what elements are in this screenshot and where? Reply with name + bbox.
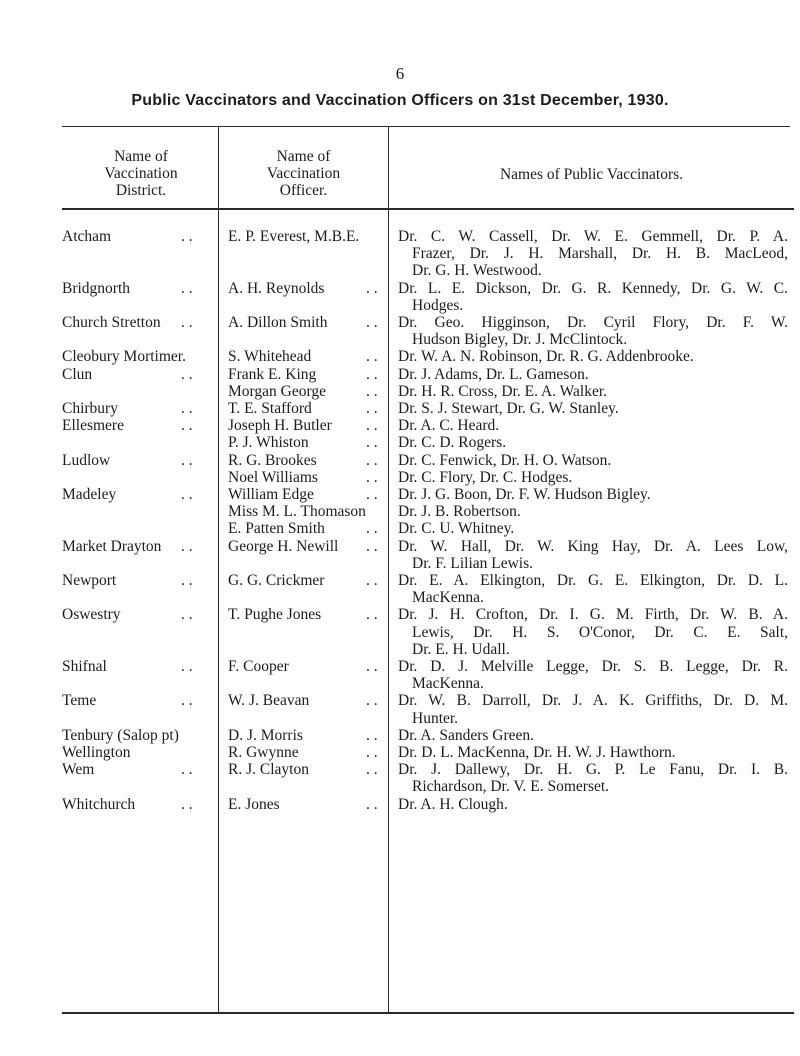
leader-dots: . . bbox=[181, 451, 193, 469]
leader-dots: . . bbox=[366, 744, 378, 761]
vaccinator-line: Dr. J. G. Boon, Dr. F. W. Hudson Bigley. bbox=[398, 486, 651, 503]
vaccinator-line: Hodges. bbox=[412, 296, 464, 314]
vaccinator-line: Dr. J. Adams, Dr. L. Gameson. bbox=[398, 365, 589, 383]
vaccinator-line: Lewis, Dr. H. S. O'Conor, Dr. C. E. Salt, bbox=[412, 623, 788, 641]
vaccinator-line: Dr. C. D. Rogers. bbox=[398, 434, 507, 452]
officer-name: D. J. Morris bbox=[228, 726, 303, 744]
leader-dots: . . bbox=[181, 658, 193, 675]
vaccinator-line: Dr. D. J. Melville Legge, Dr. S. B. Legge, Dr. R. bbox=[398, 658, 788, 675]
leader-dots: . . bbox=[181, 537, 193, 555]
vaccinator-line: MacKenna. bbox=[412, 589, 484, 607]
header-officer-line: Vaccination bbox=[266, 165, 341, 182]
district-name: Clun bbox=[62, 365, 93, 383]
header-officer-line: Officer. bbox=[279, 182, 328, 199]
vaccinator-line: Dr. D. L. MacKenna, Dr. H. W. J. Hawthorn. bbox=[398, 744, 676, 761]
vaccinator-line: Dr. C. W. Cassell, Dr. W. E. Gemmell, Dr. P. A. bbox=[398, 228, 788, 245]
district-name: Cleobury Mortimer. bbox=[62, 348, 186, 366]
officer-name: E. Jones bbox=[228, 795, 280, 813]
officer-name: R. Gwynne bbox=[228, 744, 299, 761]
district-name: Wellington bbox=[62, 744, 131, 761]
officer-name: Joseph H. Butler bbox=[228, 417, 332, 435]
bottom-rule bbox=[62, 1012, 794, 1014]
officer-name: R. G. Brookes bbox=[228, 451, 317, 469]
district-name: Teme bbox=[62, 692, 97, 710]
leader-dots: . . bbox=[181, 795, 193, 813]
vaccinator-line: Dr. A. Sanders Green. bbox=[398, 726, 535, 744]
vaccinator-line: Richardson, Dr. V. E. Somerset. bbox=[412, 778, 610, 796]
leader-dots: . . bbox=[366, 572, 378, 589]
leader-dots: . . bbox=[181, 279, 193, 297]
leader-dots: . . bbox=[366, 658, 378, 675]
leader-dots: . . bbox=[181, 417, 193, 435]
officer-name: E. P. Everest, M.B.E. bbox=[228, 228, 360, 245]
leader-dots: . . bbox=[181, 400, 193, 417]
district-name: Market Drayton bbox=[62, 537, 162, 555]
header-officer-line: Name of bbox=[276, 148, 331, 165]
page-number: 6 bbox=[395, 64, 405, 83]
vaccinator-line: Dr. C. Flory, Dr. C. Hodges. bbox=[398, 468, 573, 486]
header-district bbox=[64, 148, 218, 199]
column-divider-2 bbox=[388, 127, 389, 1012]
officer-name: G. G. Crickmer bbox=[228, 572, 325, 589]
district-name: Shifnal bbox=[62, 658, 107, 675]
vaccinator-line: Dr. L. E. Dickson, Dr. G. R. Kennedy, Dr. G. W. C. bbox=[398, 279, 788, 297]
officer-name: Morgan George bbox=[228, 382, 327, 400]
officer-name: A. H. Reynolds bbox=[228, 279, 325, 297]
header-rule bbox=[62, 208, 794, 210]
page-title: Public Vaccinators and Vaccination Officers on 31st December, 1930. bbox=[131, 92, 669, 109]
district-name: Atcham bbox=[62, 228, 112, 245]
district-name: Church Stretton bbox=[62, 314, 161, 331]
leader-dots: . . bbox=[181, 365, 193, 383]
officer-name: S. Whitehead bbox=[228, 348, 312, 366]
vaccinator-line: Hunter. bbox=[412, 709, 459, 727]
leader-dots: . . bbox=[181, 228, 193, 245]
district-name: Newport bbox=[62, 572, 117, 589]
vaccinator-line: Dr. Geo. Higginson, Dr. Cyril Flory, Dr. F. W. bbox=[398, 314, 788, 331]
leader-dots: . . bbox=[181, 314, 193, 331]
officer-name: T. Pughe Jones bbox=[228, 606, 322, 624]
leader-dots: . . bbox=[366, 795, 378, 813]
vaccinator-line: Dr. W. Hall, Dr. W. King Hay, Dr. A. Lees Low, bbox=[398, 537, 788, 555]
district-name: Bridgnorth bbox=[62, 279, 131, 297]
vaccinator-line: Dr. W. B. Darroll, Dr. J. A. K. Griffiths, Dr. D. M. bbox=[398, 692, 788, 710]
district-name: Ellesmere bbox=[62, 417, 124, 435]
header-officer bbox=[219, 148, 388, 199]
vaccinator-line: Dr. C. Fenwick, Dr. H. O. Watson. bbox=[398, 451, 612, 469]
officer-name: F. Cooper bbox=[228, 658, 289, 675]
district-name: Oswestry bbox=[62, 606, 121, 624]
vaccinator-line: Dr. J. B. Robertson. bbox=[398, 503, 521, 521]
leader-dots: . . bbox=[366, 382, 378, 400]
officer-name: Frank E. King bbox=[228, 365, 317, 383]
leader-dots: . . bbox=[366, 606, 378, 624]
leader-dots: . . bbox=[366, 279, 378, 297]
leader-dots: . . bbox=[366, 692, 378, 710]
vaccinator-line: Dr. F. Lilian Lewis. bbox=[412, 554, 534, 572]
officer-name: William Edge bbox=[228, 486, 314, 503]
vaccinator-line: Dr. J. Dallewy, Dr. H. G. P. Le Fanu, Dr. I. B. bbox=[398, 761, 788, 779]
officer-name: W. J. Beavan bbox=[228, 692, 310, 710]
leader-dots: . . bbox=[181, 572, 193, 589]
vaccinator-line: Dr. A. C. Heard. bbox=[398, 417, 500, 435]
header-district-line: Vaccination bbox=[104, 165, 178, 182]
vaccinator-line: Dr. E. H. Udall. bbox=[412, 640, 510, 658]
leader-dots: . . bbox=[366, 761, 378, 779]
leader-dots: . . bbox=[366, 486, 378, 503]
district-name: Chirbury bbox=[62, 400, 118, 417]
vaccinator-line: Dr. C. U. Whitney. bbox=[398, 520, 515, 538]
vaccinator-line: Dr. A. H. Clough. bbox=[398, 795, 508, 813]
leader-dots: . . bbox=[366, 400, 378, 417]
district-name: Wem bbox=[62, 761, 95, 779]
leader-dots: . . bbox=[366, 468, 378, 486]
officer-name: A. Dillon Smith bbox=[228, 314, 328, 331]
vaccinator-line: Dr. S. J. Stewart, Dr. G. W. Stanley. bbox=[398, 400, 619, 417]
leader-dots: . . bbox=[366, 726, 378, 744]
header-district-line: District. bbox=[115, 182, 167, 199]
district-name: Ludlow bbox=[62, 451, 111, 469]
leader-dots: . . bbox=[181, 692, 193, 710]
officer-name: P. J. Whiston bbox=[228, 434, 309, 452]
leader-dots: . . bbox=[366, 314, 378, 331]
vaccinator-line: Dr. H. R. Cross, Dr. E. A. Walker. bbox=[398, 382, 608, 400]
leader-dots: . . bbox=[181, 486, 193, 503]
leader-dots: . . bbox=[366, 537, 378, 555]
officer-name: R. J. Clayton bbox=[228, 761, 309, 779]
leader-dots: . . bbox=[181, 606, 193, 624]
leader-dots: . . bbox=[366, 365, 378, 383]
district-name: Madeley bbox=[62, 486, 117, 503]
officer-name: Noel Williams bbox=[228, 468, 318, 486]
vaccinator-line: Dr. G. H. Westwood. bbox=[412, 262, 542, 280]
leader-dots: . . bbox=[366, 451, 378, 469]
officer-name: T. E. Stafford bbox=[228, 400, 312, 417]
vaccinator-line: Dr. W. A. N. Robinson, Dr. R. G. Addenbrooke. bbox=[398, 348, 694, 366]
officer-name: George H. Newill bbox=[228, 537, 339, 555]
vaccinator-line: Dr. E. A. Elkington, Dr. G. E. Elkington, Dr. D. L. bbox=[398, 572, 788, 589]
header-vaccinators: Names of Public Vaccinators. bbox=[499, 166, 684, 183]
leader-dots: . . bbox=[366, 348, 378, 366]
top-rule bbox=[62, 126, 790, 127]
officer-name: Miss M. L. Thomason bbox=[228, 503, 366, 521]
vaccinator-line: Frazer, Dr. J. H. Marshall, Dr. H. B. MacLeod, bbox=[412, 245, 788, 263]
leader-dots: . . bbox=[366, 520, 378, 538]
leader-dots: . . bbox=[366, 434, 378, 452]
leader-dots: . . bbox=[366, 417, 378, 435]
district-name: Tenbury (Salop pt) bbox=[62, 726, 179, 744]
vaccinator-line: MacKenna. bbox=[412, 675, 484, 693]
column-divider-1 bbox=[218, 127, 219, 1012]
district-name: Whitchurch bbox=[62, 795, 136, 813]
officer-name: E. Patten Smith bbox=[228, 520, 325, 538]
leader-dots: . . bbox=[181, 761, 193, 779]
header-district-line: Name of bbox=[114, 148, 168, 165]
vaccinator-line: Hudson Bigley, Dr. J. McClintock. bbox=[412, 331, 628, 349]
vaccinator-line: Dr. J. H. Crofton, Dr. I. G. M. Firth, Dr. W. B. A. bbox=[398, 606, 788, 624]
